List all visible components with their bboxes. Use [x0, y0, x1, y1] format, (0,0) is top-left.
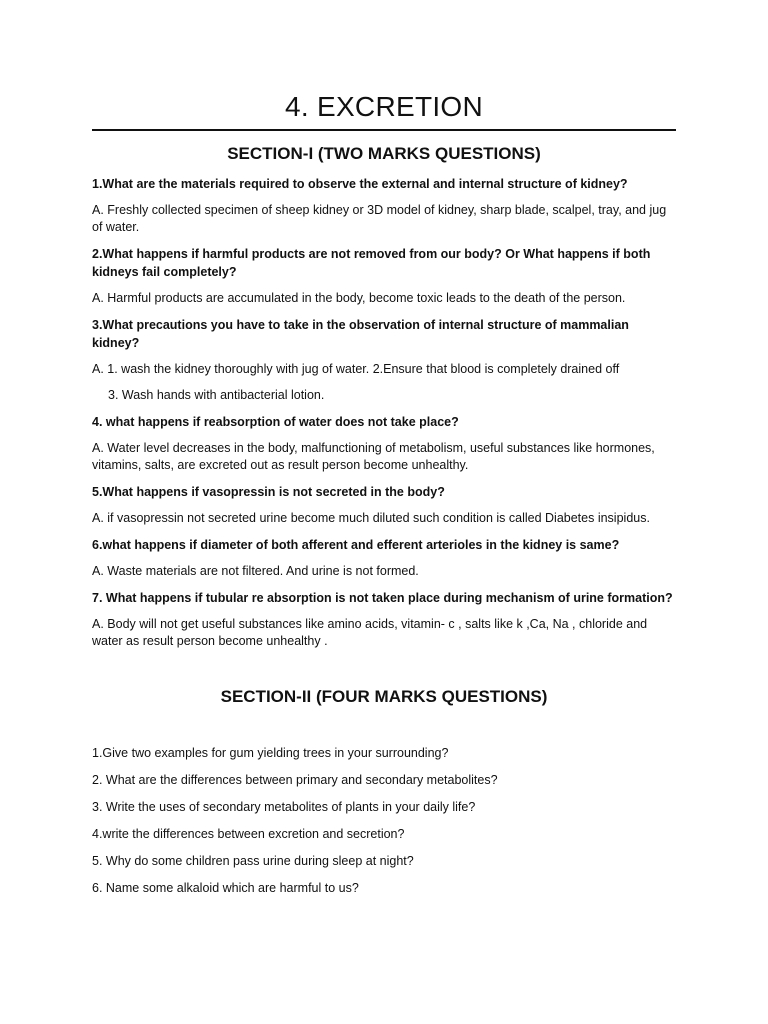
answer-3-continuation: 3. Wash hands with antibacterial lotion. [108, 388, 325, 402]
long-question-1: 1.Give two examples for gum yielding trees in your surrounding? [92, 746, 449, 760]
question-3: 3.What precautions you have to take in the observation of internal structure of mammalian kidney? [92, 318, 629, 350]
long-question-5: 5. Why do some children pass urine during sleep at night? [92, 854, 414, 868]
answer-2: A. Harmful products are accumulated in the body, become toxic leads to the death of the person. [92, 291, 626, 305]
document-title: 4. EXCRETION [284, 91, 484, 122]
long-question-3: 3. Write the uses of secondary metabolites of plants in your daily life? [92, 800, 476, 814]
answer-7: A. Body will not get useful substances like amino acids, vitamin- c , salts like k ,Ca, Na , chloride and water as result person become unhealthy . [92, 617, 648, 648]
question-6: 6.what happens if diameter of both afferent and efferent arterioles in the kidney is same? [92, 538, 620, 552]
question-4: 4. what happens if reabsorption of water does not take place? [92, 415, 459, 429]
question-7: 7. What happens if tubular re absorption is not taken place during mechanism of urine formation? [92, 591, 673, 605]
answer-4: A. Water level decreases in the body, malfunctioning of metabolism, useful substances like hormones, vitamins, salts, are excreted out as result person become unhealthy. [92, 441, 655, 472]
title-underline [92, 129, 676, 131]
section-2-questions [92, 744, 676, 897]
long-question-2: 2. What are the differences between primary and secondary metabolites? [92, 773, 498, 787]
section-2-heading: SECTION-II (FOUR MARKS QUESTIONS) [220, 687, 548, 706]
section-1-heading: SECTION-I (TWO MARKS QUESTIONS) [227, 144, 541, 163]
answer-3: A. 1. wash the kidney thoroughly with jug of water. 2.Ensure that blood is completely drained off [92, 362, 620, 376]
question-1: 1.What are the materials required to observe the external and internal structure of kidney? [92, 177, 628, 191]
long-question-6: 6. Name some alkaloid which are harmful to us? [92, 881, 359, 895]
question-5: 5.What happens if vasopressin is not secreted in the body? [92, 485, 445, 499]
section-1-items [92, 175, 676, 650]
question-2: 2.What happens if harmful products are not removed from our body? Or What happens if both kidneys fail completely? [92, 247, 651, 279]
answer-1: A. Freshly collected specimen of sheep kidney or 3D model of kidney, sharp blade, scalpel, tray, and jug of water. [92, 203, 667, 234]
long-question-4: 4.write the differences between excretion and secretion? [92, 827, 405, 841]
answer-6: A. Waste materials are not filtered. And urine is not formed. [92, 564, 419, 578]
answer-5: A. if vasopressin not secreted urine become much diluted such condition is called Diabetes insipidus. [92, 511, 650, 525]
